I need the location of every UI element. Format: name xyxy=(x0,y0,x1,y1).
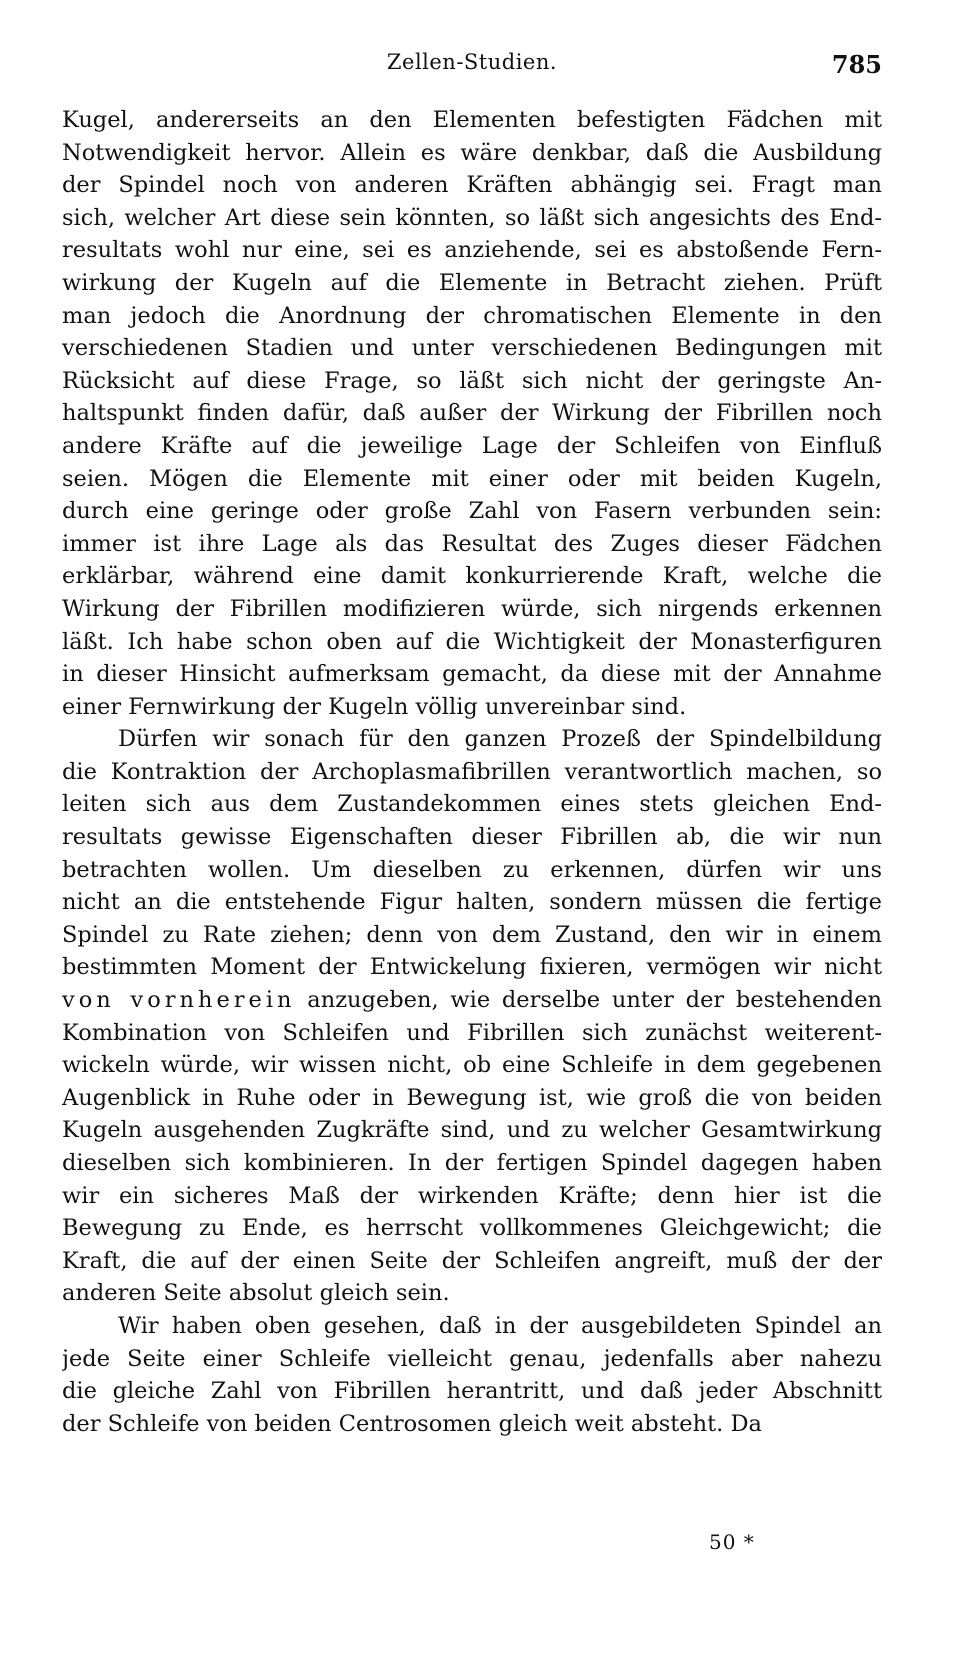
text-line: Kugel, andererseits an den Elementen befestigten Fädchen mit xyxy=(62,107,882,133)
paragraph xyxy=(62,1310,882,1440)
text-line: wirkung der Kugeln auf die Elemente in Betracht ziehen. Prüft xyxy=(62,269,882,296)
text-line: wickeln würde, wir wissen nicht, ob eine Schleife in dem gegebenen xyxy=(62,1052,882,1079)
text-line: wir ein sicheres Maß der wirkenden Kräfte; denn hier ist die xyxy=(62,1182,882,1209)
text-line: der Spindel noch von anderen Kräften abhängig sei. Fragt man xyxy=(62,172,882,199)
text-line: jede Seite einer Schleife vielleicht genau, jedenfalls aber nahezu xyxy=(62,1345,882,1372)
text-line: Wir haben oben gesehen, daß in der ausgebildeten Spindel an xyxy=(118,1312,882,1339)
text-line: die Kontraktion der Archoplasmafibrillen verantwortlich machen, so xyxy=(62,758,882,785)
text-line: Kraft, die auf der einen Seite der Schleifen angreift, muß der der xyxy=(62,1247,882,1274)
text-line: immer ist ihre Lage als das Resultat des Zuges dieser Fädchen xyxy=(62,530,882,557)
text-line: läßt. Ich habe schon oben auf die Wichtigkeit der Monasterfiguren xyxy=(62,628,882,655)
text-line: Kugeln ausgehenden Zugkräfte sind, und zu welcher Gesamtwirkung xyxy=(62,1117,882,1144)
text-line: anderen Seite absolut gleich sein. xyxy=(62,1280,450,1307)
text-line: resultats wohl nur eine, sei es anziehende, sei es abstoßende Fern- xyxy=(62,237,882,264)
paragraph xyxy=(62,723,882,1310)
text-line: Kombination von Schleifen und Fibrillen sich zunächst weiterent- xyxy=(62,1019,882,1046)
paragraph xyxy=(62,104,882,723)
text-line: Rücksicht auf diese Frage, so läßt sich nicht der geringste An- xyxy=(62,367,882,394)
emphasized-text: von vornherein xyxy=(62,987,296,1014)
body-text xyxy=(62,104,882,1440)
text-line: die gleiche Zahl von Fibrillen herantritt, und daß jeder Abschnitt xyxy=(62,1378,882,1405)
text-line: erklärbar, während eine damit konkurrierende Kraft, welche die xyxy=(62,563,882,590)
text-line: andere Kräfte auf die jeweilige Lage der Schleifen von Einfluß xyxy=(62,432,882,459)
text-line: Wirkung der Fibrillen modifizieren würde, sich nirgends erkennen xyxy=(62,595,882,622)
text-line: Dürfen wir sonach für den ganzen Prozeß der Spindelbildung xyxy=(118,726,882,753)
text-line: resultats gewisse Eigenschaften dieser Fibrillen ab, die wir nun xyxy=(62,824,882,851)
text-line: durch eine geringe oder große Zahl von Fasern verbunden sein: xyxy=(62,498,882,525)
text-line: Spindel zu Rate ziehen; denn von dem Zustand, den wir in einem xyxy=(62,921,882,948)
text-line: haltspunkt finden dafür, daß außer der Wirkung der Fibrillen noch xyxy=(62,400,882,427)
text-line xyxy=(62,984,882,1017)
text-line: verschiedenen Stadien und unter verschiedenen Bedingungen mit xyxy=(62,335,882,362)
text-line: in dieser Hinsicht aufmerksam gemacht, da diese mit der Annahme xyxy=(62,661,882,688)
text-line: Bewegung zu Ende, es herrscht vollkommenes Gleichgewicht; die xyxy=(62,1215,882,1242)
running-title: Zellen-Studien. xyxy=(386,50,558,74)
text-line: einer Fernwirkung der Kugeln völlig unvereinbar sind. xyxy=(62,693,687,720)
text-line: bestimmten Moment der Entwickelung fixieren, vermögen wir nicht xyxy=(62,954,882,981)
text-line: betrachten wollen. Um dieselben zu erkennen, dürfen wir uns xyxy=(62,856,882,883)
text-line: sich, welcher Art diese sein könnten, so läßt sich angesichts des End- xyxy=(62,204,882,231)
text-line: nicht an die entstehende Figur halten, sondern müssen die fertige xyxy=(62,889,882,916)
text-segment: anzugeben, wie derselbe unter der bestehenden xyxy=(295,987,882,1014)
text-line: man jedoch die Anordnung der chromatischen Elemente in den xyxy=(62,302,882,329)
text-line: dieselben sich kombinieren. In der fertigen Spindel dagegen haben xyxy=(62,1150,882,1176)
text-line: seien. Mögen die Elemente mit einer oder mit beiden Kugeln, xyxy=(62,465,882,492)
text-line: der Schleife von beiden Centrosomen gleich weit absteht. Da xyxy=(62,1410,762,1437)
text-line: Augenblick in Ruhe oder in Bewegung ist, wie groß die von beiden xyxy=(62,1084,882,1111)
text-line: leiten sich aus dem Zustandekommen eines stets gleichen End- xyxy=(62,791,882,818)
running-header xyxy=(62,50,882,82)
signature-mark: 50 * xyxy=(709,1530,755,1554)
page-number: 785 xyxy=(831,50,882,79)
text-line: Notwendigkeit hervor. Allein es wäre denkbar, daß die Ausbildung xyxy=(62,139,882,166)
